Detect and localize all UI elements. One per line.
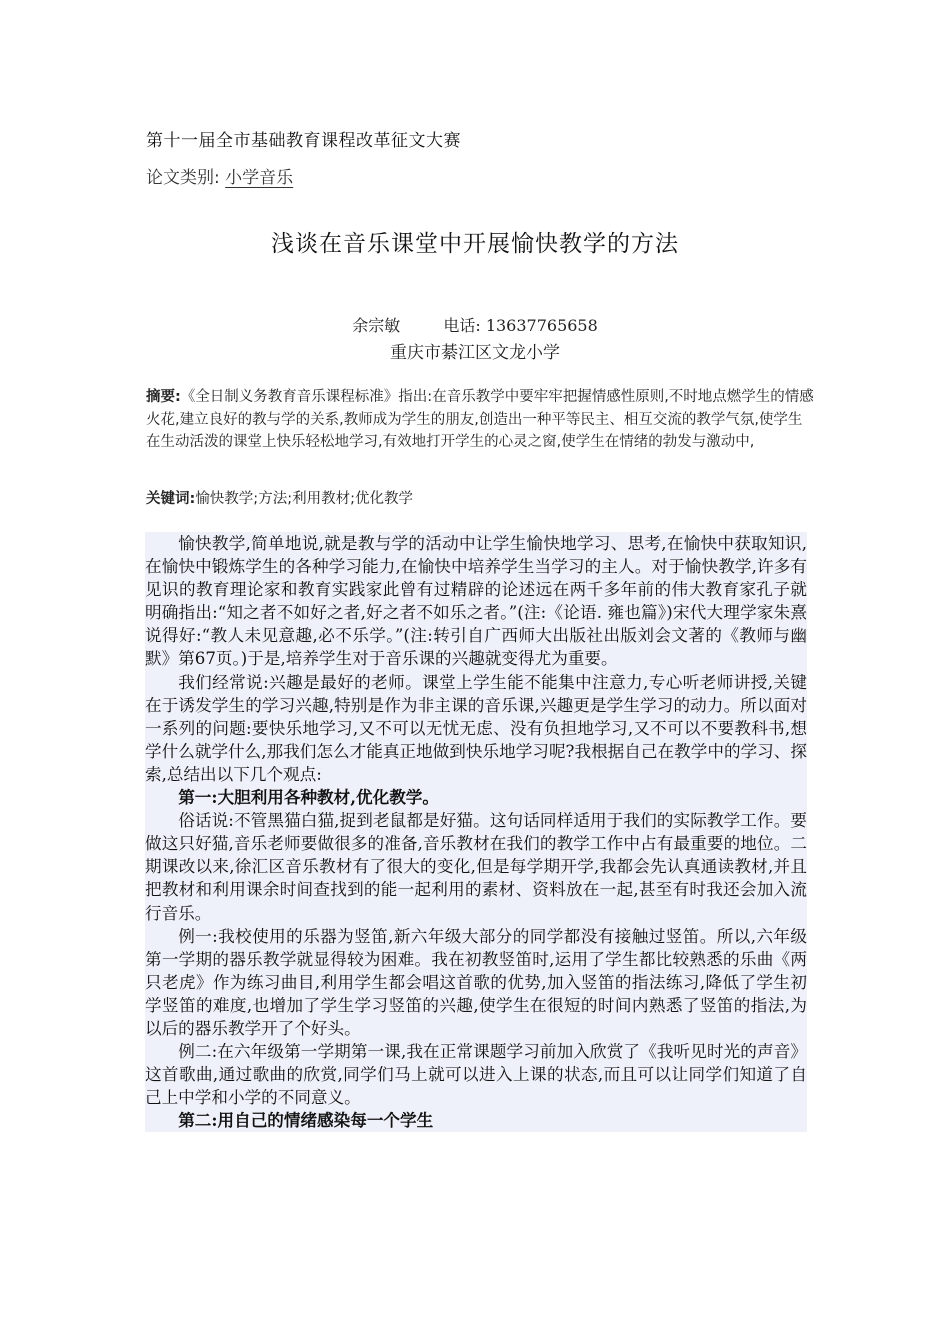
phone-number: 13637765658 [485,316,598,335]
section-heading: 第一:大胆利用各种教材,优化教学。 [178,787,439,808]
category-label: 论文类别: [146,168,220,188]
keywords [146,487,413,508]
body-paragraph: 我们经常说:兴趣是最好的老师。课堂上学生能不能集中注意力,专心听老师讲授,关键在于诱发学生的学习兴趣,特别是作为非主课的音乐课,兴趣更是学生学习的动力。所以面对一系列的问题:要快乐地学习,又不可以无忧无虑、没有负担地学习,又不可以不要教科书,想学什么就学什么,那我们怎么才能真正地做到快乐地学习呢?我根据自己在教学中的学习、探索,总结出以下几个观点: [145,672,807,784]
abstract [146,386,814,454]
keywords-label: 关键词: [146,491,196,507]
category-value: 小学音乐 [225,168,294,188]
paper-category [146,163,293,188]
keywords-text: 愉快教学;方法;利用教材;优化教学 [195,491,413,507]
author-line [0,313,950,336]
paper-title: 浅谈在音乐课堂中开展愉快教学的方法 [271,231,679,257]
body-paragraph: 例一:我校使用的乐器为竖笛,新六年级大部分的同学都没有接触过竖笛。所以,六年级第一学期的器乐教学就显得较为困难。我在初教竖笛时,运用了学生都比较熟悉的乐曲《两只老虎》作为练习曲目,利用学生都会唱这首歌的优势,加入竖笛的指法练习,降低了学生初学竖笛的难度,也增加了学生学习竖笛的兴趣,使学生在很短的时间内熟悉了竖笛的指法,为以后的器乐教学开了个好头。 [145,926,807,1038]
phone-label: 电话: [443,316,481,335]
body-paragraph: 愉快教学,简单地说,就是教与学的活动中让学生愉快地学习、思考,在愉快中获取知识,在愉快中锻炼学生的各种学习能力,在愉快中培养学生当学习的主人。对于愉快教学,许多有见识的教育理论家和教育实践家此曾有过精辟的论述远在两千多年前的伟大教育家孔子就明确指出:“知之者不如好之者,好之者不如乐之者。”(注:《论语. 雍也篇》)宋代大理学家朱熹说得好:“教人未见意趣,必不乐学。”(注:转引自广西师大出版社出版刘会文著的《教师与幽默》第67页。)于是,培养学生对于音乐课的兴趣就变得尤为重要。 [145,534,807,669]
contest-heading: 第十一届全市基础教育课程改革征文大赛 [146,131,461,151]
author-school: 重庆市綦江区文龙小学 [390,343,560,363]
author-name: 余宗敏 [352,316,401,335]
abstract-label: 摘要: [146,389,181,405]
body-paragraph: 俗话说:不管黑猫白猫,捉到老鼠都是好猫。这句话同样适用于我们的实际教学工作。要做这只好猫,音乐老师要做很多的准备,音乐教材在我们的教学工作中占有最重要的地位。二期课改以来,徐汇区音乐教材有了很大的变化,但是每学期开学,我都会先认真通读教材,并且把教材和利用课余时间查找到的能一起利用的素材、资料放在一起,甚至有时我还会加入流行音乐。 [145,811,807,923]
body-text [145,532,807,1132]
abstract-text: 《全日制义务教育音乐课程标准》指出:在音乐教学中要牢牢把握情感性原则,不时地点燃学生的情感火花,建立良好的教与学的关系,教师成为学生的朋友,创造出一种平等民主、相互交流的教学气氛,使学生在生动活泼的课堂上快乐轻松地学习,有效地打开学生的心灵之窗,使学生在情绪的勃发与激动中, [146,389,814,450]
section-heading: 第二:用自己的情绪感染每一个学生 [178,1110,434,1131]
body-paragraph: 例二:在六年级第一学期第一课,我在正常课题学习前加入欣赏了《我听见时光的声音》这首歌曲,通过歌曲的欣赏,同学们马上就可以进入上课的状态,而且可以让同学们知道了自己上中学和小学的不同意义。 [145,1042,807,1108]
